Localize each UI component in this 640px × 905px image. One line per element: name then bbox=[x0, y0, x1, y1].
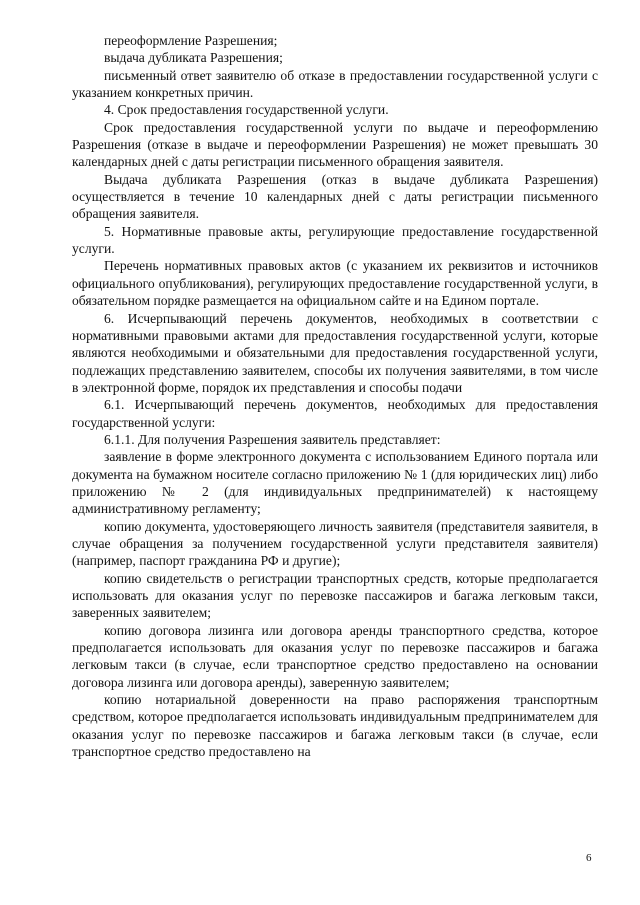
page-number: 6 bbox=[586, 852, 592, 864]
document-page bbox=[72, 32, 598, 760]
list-item: копию свидетельств о регистрации транспортных средств, которые предполагается использовать для оказания услуг по перевозке пассажиров и багажа легковым такси, заверенных заявителем; bbox=[72, 570, 598, 621]
section-heading: 4. Срок предоставления государственной услуги. bbox=[104, 102, 389, 118]
paragraph: Срок предоставления государственной услуги по выдаче и переоформлению Разрешения (отказе в выдаче и переоформлении Разрешения) не может превышать 30 календарных дней с даты регистрации письменного обращения заявителя. bbox=[72, 119, 598, 170]
paragraph: 6.1. Исчерпывающий перечень документов, необходимых для предоставления государственной услуги: bbox=[72, 397, 598, 430]
paragraph: Выдача дубликата Разрешения (отказ в выдаче дубликата Разрешения) осуществляется в течение 10 календарных дней с даты регистрации письменного обращения заявителя. bbox=[72, 171, 598, 222]
list-item: заявление в форме электронного документа с использованием Единого портала или документа на бумажном носителе согласно приложению № 1 (для юридических лиц) либо приложению № 2 (для индивидуальных предпринимателей) к настоящему административному регламенту; bbox=[72, 449, 598, 517]
list-item: копию договора лизинга или договора аренды транспортного средства, которое предполагается использовать для оказания услуг по перевозке пассажиров и багажа легковым такси (в случае, если транспортное средство предоставлено на основании договора лизинга или договора аренды), заверенную заявителем; bbox=[72, 622, 598, 690]
paragraph: выдача дубликата Разрешения; bbox=[104, 50, 283, 66]
paragraph: переоформление Разрешения; bbox=[104, 33, 278, 48]
list-item: копию нотариальной доверенности на право распоряжения транспортным средством, которое предполагается использовать индивидуальным предпринимателем для оказания услуг по перевозке пассажиров и багажа легковым такси (в случае, если транспортное средство предоставлено на bbox=[72, 692, 598, 760]
list-item: копию документа, удостоверяющего личность заявителя (представителя заявителя, в случае обращения за получением государственной услуги представителя заявителя) (например, паспорт гражданина РФ и другие); bbox=[72, 518, 598, 569]
paragraph: Перечень нормативных правовых актов (с указанием их реквизитов и источников официального опубликования), регулирующих предоставление государственной услуги, в обязательном порядке размещается на официальном сайте и на Едином портале. bbox=[72, 258, 598, 309]
section-heading: 5. Нормативные правовые акты, регулирующие предоставление государственной услуги. bbox=[72, 223, 598, 257]
paragraph: письменный ответ заявителю об отказе в предоставлении государственной услуги с указанием конкретных причин. bbox=[72, 67, 598, 101]
section-heading: 6. Исчерпывающий перечень документов, необходимых в соответствии с нормативными правовыми актами для предоставления государственной услуги, которые являются необходимыми и обязательными для предоставления государственной услуги, подлежащих представлению заявителем, способы их получения заявителями, в том числе в электронной форме, порядок их представления и способы подачи bbox=[72, 310, 598, 395]
paragraph: 6.1.1. Для получения Разрешения заявитель представляет: bbox=[104, 431, 441, 447]
